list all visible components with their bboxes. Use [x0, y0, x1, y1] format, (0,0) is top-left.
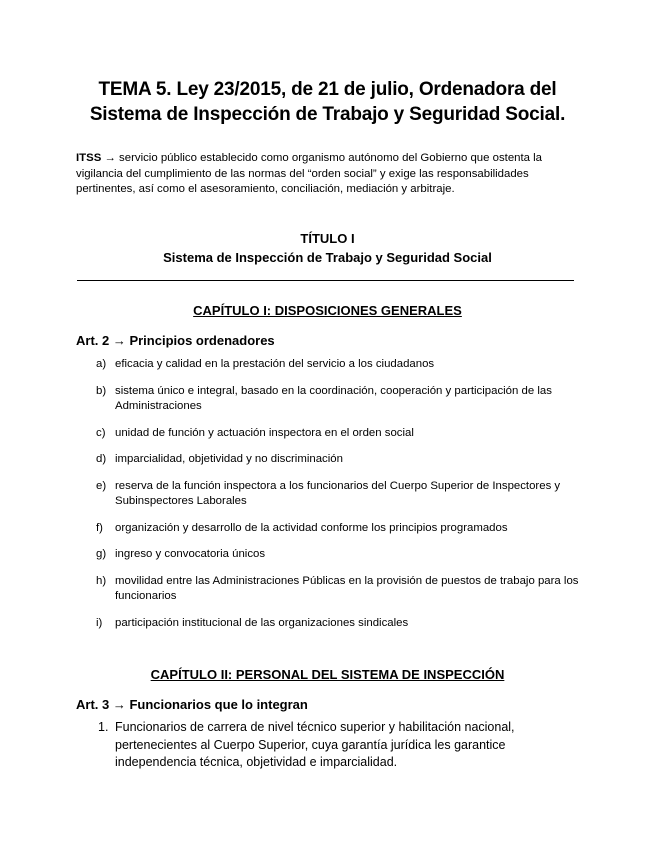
list-item-text: reserva de la función inspectora a los funcionarios del Cuerpo Superior de Inspectores y Subinspectores Laborales [115, 479, 561, 507]
list-item [76, 547, 581, 563]
list-item-text: eficacia y calidad en la prestación del servicio a los ciudadanos [115, 358, 435, 370]
list-item [76, 452, 581, 468]
chapter-1-heading: CAPÍTULO I: DISPOSICIONES GENERALES [193, 303, 462, 318]
list-marker: e) [96, 479, 107, 492]
list-marker: 1. [98, 720, 109, 734]
list-item-text: movilidad entre las Administraciones Públicas en la provisión de puestos de trabajo para los funcionarios [115, 574, 579, 602]
list-marker: h) [96, 574, 107, 587]
list-item-text: participación institucional de las organizaciones sindicales [115, 616, 409, 629]
list-item [76, 357, 581, 373]
list-item-text: Funcionarios de carrera de nivel técnico superior y habilitación nacional, pertenecientes al Cuerpo Superior, cuya garantía jurídica les garantice independencia técnica, objetividad e imparcialidad. [115, 720, 515, 769]
list-item [76, 384, 581, 415]
list-item-text: ingreso y convocatoria únicos [115, 548, 266, 560]
list-marker: b) [96, 384, 107, 397]
list-item-text: sistema único e integral, basado en la coordinación, cooperación y participación de las Administraciones [115, 384, 552, 412]
list-item [76, 426, 581, 442]
list-marker: i) [96, 616, 103, 629]
titulo-name: Sistema de Inspección de Trabajo y Seguridad Social [163, 250, 492, 265]
chapter-2-heading: CAPÍTULO II: PERSONAL DEL SISTEMA DE INSPECCIÓN [150, 667, 505, 682]
list-item-text: unidad de función y actuación inspectora en el orden social [115, 426, 414, 439]
list-item [76, 574, 581, 605]
principles-list [76, 357, 581, 642]
list-marker: f) [96, 521, 103, 534]
list-marker: c) [96, 426, 106, 439]
list-item [76, 616, 581, 632]
title-line-2: Sistema de Inspección de Trabajo y Seguridad Social. [89, 104, 566, 125]
intro-paragraph [76, 151, 576, 198]
horizontal-rule [77, 280, 574, 281]
intro-term: ITSS [76, 152, 102, 164]
list-item-text: organización y desarrollo de la actividad conforme los principios programados [115, 521, 508, 534]
list-marker: d) [96, 453, 107, 465]
title-line-1: TEMA 5. Ley 23/2015, de 21 de julio, Ordenadora del [98, 79, 557, 100]
titulo-heading [60, 229, 595, 267]
list-marker: a) [96, 358, 107, 370]
officials-list [76, 719, 581, 772]
article-3-heading: Art. 3 → Funcionarios que lo integran [76, 697, 308, 712]
article-2-heading: Art. 2 → Principios ordenadores [76, 333, 275, 348]
list-item [76, 719, 581, 772]
list-marker: g) [96, 548, 107, 560]
document-title [60, 77, 595, 127]
intro-text: → servicio público establecido como organismo autónomo del Gobierno que ostenta la vigilancia del cumplimiento de las normas del “orden social” y exige las responsabilidades pertinentes, así como el asesoramiento, conciliación, mediación y arbitraje. [76, 152, 543, 195]
list-item [76, 479, 581, 510]
titulo-number: TÍTULO I [300, 231, 355, 246]
list-item [76, 521, 581, 537]
list-item-text: imparcialidad, objetividad y no discriminación [115, 453, 343, 465]
